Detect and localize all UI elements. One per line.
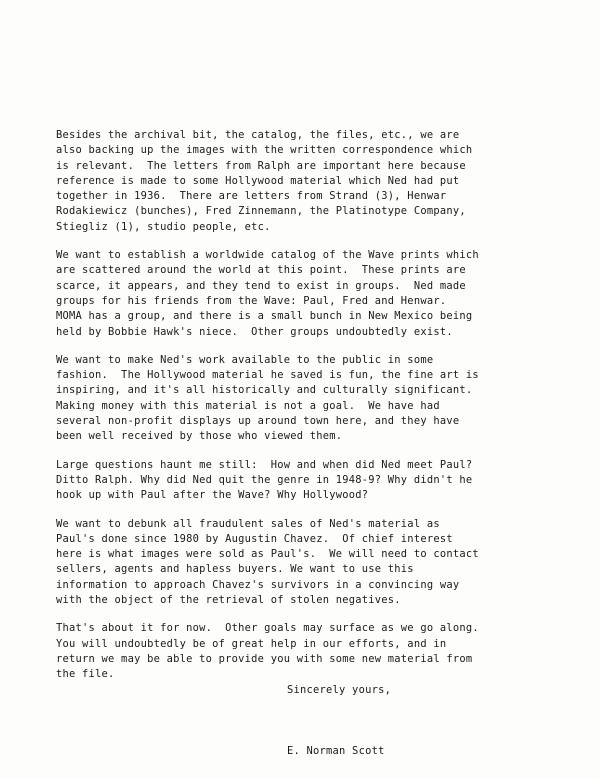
letter-body: [56, 128, 576, 696]
letter-signature-name: E. Norman Scott: [287, 745, 385, 757]
paragraph-conclusion: That's about it for now. Other goals may surface as we go along. You will undoubtedly be of great help in our efforts, and in return we may be able to provide you with some new material from the file.: [56, 622, 479, 681]
paragraph-large-questions: Large questions haunt me still: How and when did Ned meet Paul? Ditto Ralph. Why did Ned quit the genre in 1948-9? Why didn't he hook up with Paul after the Wave? Why Hollywood?: [56, 458, 473, 502]
paragraph-debunk-fraud: We want to debunk all fraudulent sales of Ned's material as Paul's done since 1980 by Augustin Chavez. Of chief interest here is what images were sold as Paul's. We will need to contact sellers, agents and hapless buyers. We want to use this information to approach Chavez's survivors in a convincing way with the object of the retrieval of stolen negatives.: [56, 517, 479, 607]
paragraph-archival-correspondence: Besides the archival bit, the catalog, the files, etc., we are also backing up the images with the written correspondence which is relevant. The letters from Ralph are important here because reference is made to some Hollywood material which Ned had put together in 1936. There are letters from Strand (3), Henwar Rodakiewicz (bunches), Fred Zinnemann, the Platinotype Company, Stiegliz (1), studio people, etc.: [56, 129, 473, 233]
letter-closing: Sincerely yours,: [287, 684, 392, 696]
paragraph-public-availability: We want to make Ned's work available to the public in some fashion. The Hollywood material he saved is fun, the fine art is inspiring, and it's all historically and culturally significant. Making money with this material is not a goal. We have had several non-profit displays up around town here, and they have been well received by those who viewed them.: [56, 353, 479, 443]
paragraph-worldwide-catalog: We want to establish a worldwide catalog of the Wave prints which are scattered around the world at this point. These prints are scarce, it appears, and they tend to exist in groups. Ned made groups for his friends from the Wave: Paul, Fred and Henwar. MOMA has a group, and there is a small bunch in New Mexico being held by Bobbie Hawk's niece. Other groups undoubtedly exist.: [56, 249, 479, 338]
